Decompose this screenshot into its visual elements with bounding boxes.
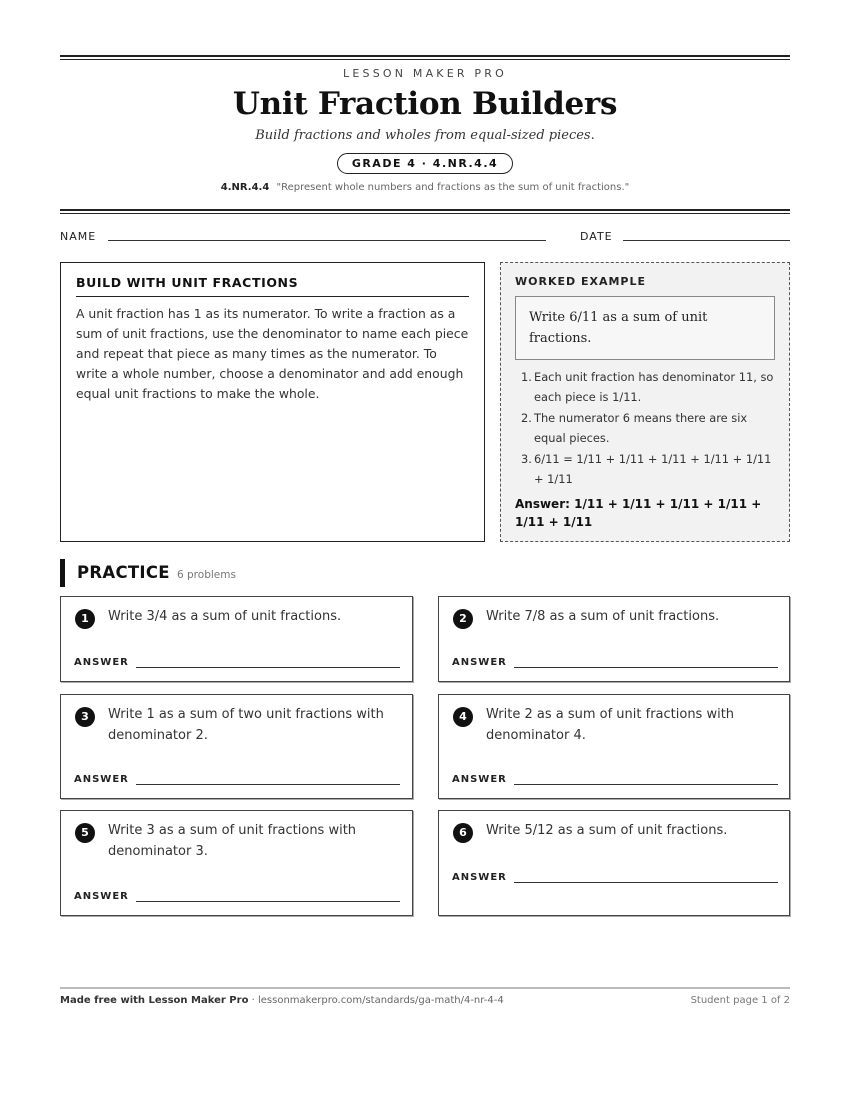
- standard-line: [60, 182, 790, 193]
- problem-card-1: [60, 596, 413, 682]
- problem-prompt: Write 1 as a sum of two unit fractions with denominator 2.: [108, 707, 384, 743]
- intro-text: A unit fraction has 1 as its numerator. To write a fraction as a sum of unit fractions, use the denominator to name each piece and repeat that piece as many times as the numerator. To write a whole number, choose a denominator and add enough equal unit fractions to make the whole.: [76, 306, 469, 401]
- problem-card-5: [60, 810, 413, 916]
- worksheet-page: [60, 0, 790, 1100]
- worked-example-heading: WORKED EXAMPLE: [515, 275, 646, 288]
- answer-field[interactable]: [136, 667, 400, 668]
- problem-number-badge: 1: [75, 609, 95, 629]
- answer-label: ANSWER: [74, 774, 129, 785]
- problem-prompt: Write 7/8 as a sum of unit fractions.: [486, 609, 720, 624]
- problem-prompt: Write 5/12 as a sum of unit fractions.: [486, 823, 728, 838]
- problem-number-badge: 6: [453, 823, 473, 843]
- worked-example-prompt: Write 6/11 as a sum of unit fractions.: [515, 296, 775, 360]
- worked-example-step: 3. 6/11 = 1/11 + 1/11 + 1/11 + 1/11 + 1/11 + 1/11: [521, 452, 772, 486]
- footer-page-number: Student page 1 of 2: [690, 995, 790, 1006]
- problem-number-badge: 3: [75, 707, 95, 727]
- answer-label: ANSWER: [452, 872, 507, 883]
- answer-label: ANSWER: [452, 774, 507, 785]
- footer-made-with: Made free with Lesson Maker Pro: [60, 995, 249, 1006]
- answer-field[interactable]: [136, 901, 400, 902]
- worked-example-step: 1. Each unit fraction has denominator 11, so each piece is 1/11.: [521, 370, 774, 404]
- standard-code: 4.NR.4.4: [220, 182, 270, 193]
- name-field[interactable]: [108, 240, 546, 241]
- answer-field[interactable]: [514, 882, 778, 883]
- answer-field[interactable]: [136, 784, 400, 785]
- date-label: DATE: [580, 230, 613, 243]
- problem-prompt: Write 3 as a sum of unit fractions with denominator 3.: [108, 823, 357, 859]
- answer-field[interactable]: [514, 784, 778, 785]
- footer-url[interactable]: lessonmakerpro.com/standards/ga-math/4-nr-4-4: [257, 995, 504, 1006]
- worked-example-box: [500, 262, 790, 542]
- grade-badge-wrap: [60, 152, 790, 174]
- worksheet-subtitle: Build fractions and wholes from equal-sized pieces.: [255, 128, 595, 143]
- problem-card-3: [60, 694, 413, 799]
- header-bottom-double-rule: [60, 209, 790, 214]
- problem-number-badge: 2: [453, 609, 473, 629]
- name-label: NAME: [60, 230, 97, 243]
- footer-credit: [60, 995, 504, 1006]
- worked-example-answer: [515, 495, 775, 531]
- answer-label: Answer:: [515, 497, 570, 511]
- answer-label: ANSWER: [74, 891, 129, 902]
- problem-card-2: [438, 596, 790, 682]
- problem-number-badge: 5: [75, 823, 95, 843]
- date-field[interactable]: [623, 240, 790, 241]
- practice-count: 6 problems: [177, 569, 236, 581]
- intro-box: [60, 262, 485, 542]
- intro-heading: BUILD WITH UNIT FRACTIONS: [76, 275, 469, 297]
- answer-label: ANSWER: [452, 657, 507, 668]
- top-double-rule: [60, 55, 790, 60]
- problem-prompt: Write 3/4 as a sum of unit fractions.: [108, 609, 342, 624]
- worked-example-steps: [515, 367, 775, 489]
- worked-example-step: 2. The numerator 6 means there are six equal pieces.: [521, 411, 748, 445]
- grade-badge: GRADE 4 · 4.NR.4.4: [337, 153, 513, 174]
- name-date-row: [60, 230, 790, 244]
- answer-label: ANSWER: [74, 657, 129, 668]
- problem-prompt: Write 2 as a sum of unit fractions with denominator 4.: [486, 707, 735, 743]
- standard-text: "Represent whole numbers and fractions as the sum of unit fractions.": [276, 182, 630, 193]
- footer-separator: ·: [248, 995, 258, 1006]
- answer-value: 1/11 + 1/11 + 1/11 + 1/11 + 1/11 + 1/11: [515, 497, 762, 529]
- problem-card-4: [438, 694, 790, 799]
- practice-accent-bar: [60, 559, 65, 587]
- footer-rule: [60, 987, 790, 989]
- practice-title: PRACTICE: [77, 563, 170, 582]
- brand-name: LESSON MAKER PRO: [343, 67, 507, 80]
- answer-field[interactable]: [514, 667, 778, 668]
- worksheet-title: Unit Fraction Builders: [232, 86, 618, 122]
- problem-number-badge: 4: [453, 707, 473, 727]
- problem-card-6: [438, 810, 790, 916]
